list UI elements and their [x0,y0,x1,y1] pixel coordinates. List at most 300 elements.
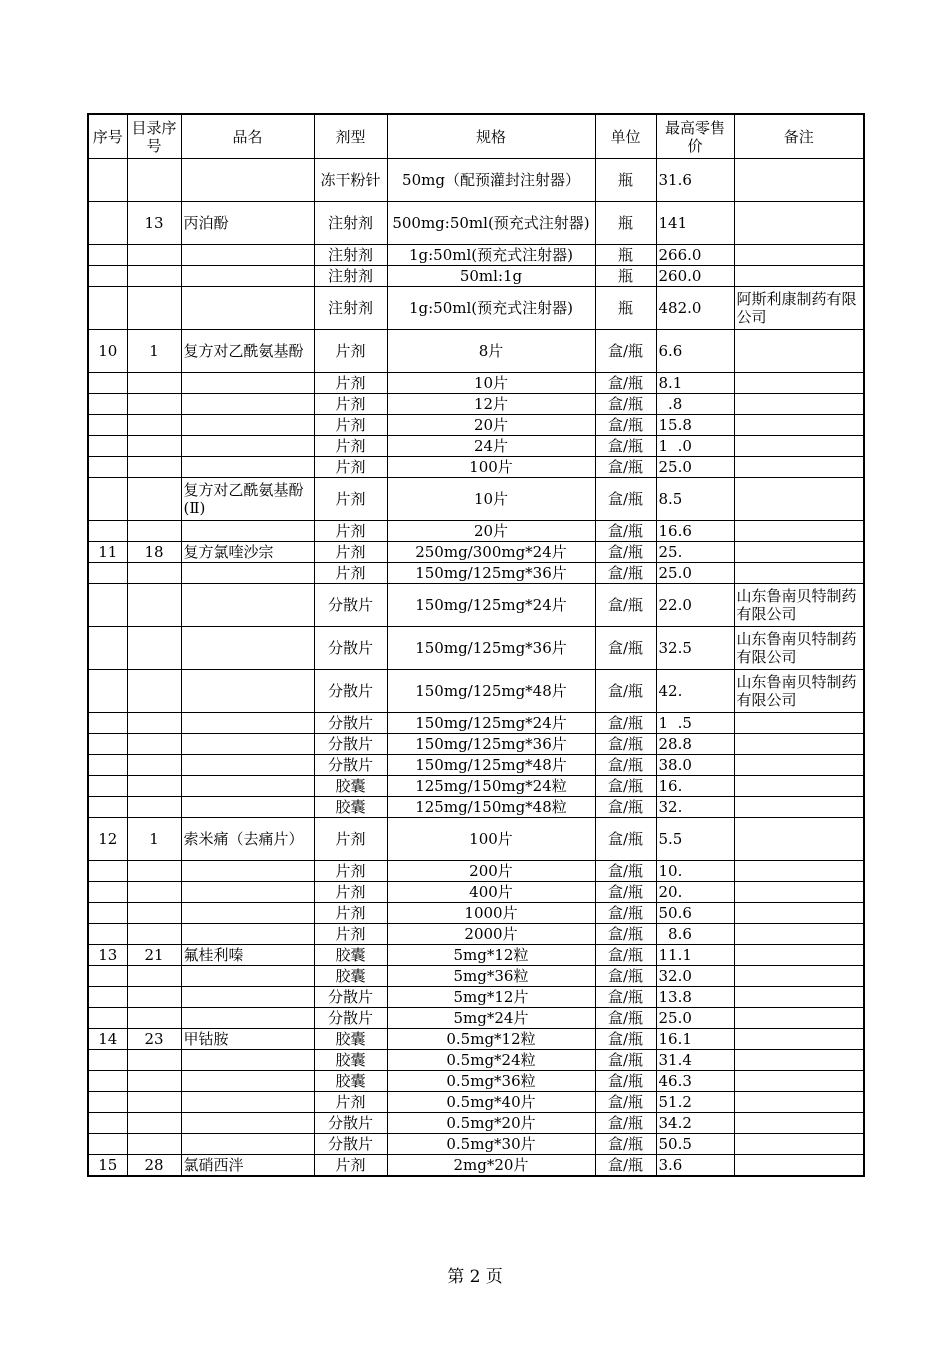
cell-catalog-seq: 18 [127,542,181,563]
cell-unit: 盒/瓶 [595,903,656,924]
cell-seq: 13 [88,945,127,966]
cell-catalog-seq [127,1050,181,1071]
table-row [88,287,864,330]
cell-unit: 盒/瓶 [595,713,656,734]
cell-seq [88,627,127,670]
cell-note [734,159,864,202]
cell-form: 分散片 [314,627,387,670]
cell-name: 氯硝西泮 [181,1155,314,1177]
table-row [88,1050,864,1071]
cell-unit: 盒/瓶 [595,1071,656,1092]
cell-catalog-seq [127,563,181,584]
cell-seq [88,861,127,882]
cell-spec: 5mg*24片 [387,1008,595,1029]
cell-catalog-seq [127,266,181,287]
table-header-row [88,114,864,159]
cell-name [181,1071,314,1092]
cell-note [734,861,864,882]
cell-price: 3.6 [656,1155,734,1177]
cell-seq [88,245,127,266]
cell-unit: 盒/瓶 [595,776,656,797]
cell-spec: 500mg:50ml(预充式注射器) [387,202,595,245]
cell-unit: 盒/瓶 [595,415,656,436]
cell-note [734,966,864,987]
cell-spec: 1g:50ml(预充式注射器) [387,287,595,330]
cell-note [734,818,864,861]
cell-price: 31.4 [656,1050,734,1071]
cell-unit: 盒/瓶 [595,373,656,394]
cell-catalog-seq [127,373,181,394]
cell-unit: 盒/瓶 [595,797,656,818]
cell-catalog-seq: 1 [127,330,181,373]
cell-seq [88,436,127,457]
cell-catalog-seq [127,521,181,542]
cell-name [181,713,314,734]
table-row [88,373,864,394]
cell-note [734,1113,864,1134]
cell-form: 分散片 [314,987,387,1008]
cell-spec: 5mg*12片 [387,987,595,1008]
cell-price: 32.0 [656,966,734,987]
table-row [88,776,864,797]
cell-seq [88,1008,127,1029]
cell-note [734,987,864,1008]
cell-form: 冻干粉针 [314,159,387,202]
cell-spec: 0.5mg*40片 [387,1092,595,1113]
cell-spec: 0.5mg*20片 [387,1113,595,1134]
cell-catalog-seq [127,1092,181,1113]
cell-seq [88,521,127,542]
cell-form: 片剂 [314,1092,387,1113]
cell-price: 13.8 [656,987,734,1008]
cell-name [181,287,314,330]
cell-catalog-seq [127,159,181,202]
cell-seq [88,1050,127,1071]
cell-spec: 2mg*20片 [387,1155,595,1177]
cell-price: 16. [656,776,734,797]
cell-seq [88,373,127,394]
cell-catalog-seq [127,1008,181,1029]
cell-note [734,797,864,818]
cell-unit: 瓶 [595,202,656,245]
cell-form: 胶囊 [314,966,387,987]
cell-spec: 100片 [387,457,595,478]
cell-name [181,1092,314,1113]
cell-spec: 150mg/125mg*48片 [387,755,595,776]
table-row [88,394,864,415]
cell-catalog-seq: 23 [127,1029,181,1050]
cell-seq [88,670,127,713]
cell-form: 胶囊 [314,776,387,797]
cell-catalog-seq [127,1113,181,1134]
cell-unit: 盒/瓶 [595,394,656,415]
cell-spec: 50mg（配预灌封注射器） [387,159,595,202]
table-row [88,755,864,776]
cell-price: 32.5 [656,627,734,670]
cell-price: 8.5 [656,478,734,521]
cell-seq [88,1113,127,1134]
table-row [88,861,864,882]
cell-price: 50.6 [656,903,734,924]
cell-unit: 盒/瓶 [595,627,656,670]
cell-name [181,776,314,797]
cell-unit: 盒/瓶 [595,1008,656,1029]
cell-spec: 2000片 [387,924,595,945]
cell-note [734,755,864,776]
cell-catalog-seq [127,670,181,713]
cell-seq: 12 [88,818,127,861]
cell-unit: 盒/瓶 [595,521,656,542]
cell-price: 260.0 [656,266,734,287]
cell-note: 山东鲁南贝特制药有限公司 [734,670,864,713]
cell-catalog-seq [127,436,181,457]
cell-note [734,713,864,734]
cell-price: 15.8 [656,415,734,436]
cell-note [734,1092,864,1113]
cell-form: 分散片 [314,734,387,755]
cell-name [181,584,314,627]
table-row [88,903,864,924]
cell-form: 片剂 [314,924,387,945]
cell-unit: 瓶 [595,159,656,202]
cell-seq [88,797,127,818]
cell-spec: 150mg/125mg*48片 [387,670,595,713]
cell-unit: 盒/瓶 [595,1029,656,1050]
cell-name [181,1008,314,1029]
cell-form: 分散片 [314,755,387,776]
cell-note [734,202,864,245]
cell-name [181,987,314,1008]
cell-spec: 20片 [387,415,595,436]
cell-catalog-seq [127,245,181,266]
cell-name [181,266,314,287]
cell-seq [88,287,127,330]
cell-name [181,903,314,924]
cell-seq [88,1092,127,1113]
cell-spec: 150mg/125mg*36片 [387,734,595,755]
cell-name: 丙泊酚 [181,202,314,245]
cell-name [181,436,314,457]
cell-spec: 50ml:1g [387,266,595,287]
cell-spec: 0.5mg*12粒 [387,1029,595,1050]
cell-seq [88,1134,127,1155]
cell-catalog-seq [127,924,181,945]
cell-spec: 8片 [387,330,595,373]
table-row [88,245,864,266]
drug-price-table [87,113,865,1177]
cell-unit: 盒/瓶 [595,987,656,1008]
cell-catalog-seq [127,287,181,330]
cell-form: 注射剂 [314,266,387,287]
cell-spec: 20片 [387,521,595,542]
table-row [88,1029,864,1050]
cell-unit: 盒/瓶 [595,1092,656,1113]
cell-catalog-seq [127,734,181,755]
cell-note: 阿斯利康制药有限公司 [734,287,864,330]
cell-name [181,861,314,882]
cell-catalog-seq [127,755,181,776]
cell-note [734,330,864,373]
cell-price: 25.0 [656,457,734,478]
cell-unit: 盒/瓶 [595,584,656,627]
cell-form: 片剂 [314,436,387,457]
cell-form: 胶囊 [314,797,387,818]
cell-price: 8.6 [656,924,734,945]
header-spec: 规格 [387,114,595,159]
table-row [88,584,864,627]
table-row [88,924,864,945]
cell-seq [88,266,127,287]
cell-unit: 盒/瓶 [595,1134,656,1155]
cell-note [734,903,864,924]
cell-price: 25. [656,542,734,563]
table-row [88,882,864,903]
page-number: 第 2 页 [447,1267,503,1287]
cell-price: 51.2 [656,1092,734,1113]
table-row [88,542,864,563]
cell-price: 50.5 [656,1134,734,1155]
cell-catalog-seq [127,394,181,415]
cell-unit: 盒/瓶 [595,734,656,755]
cell-catalog-seq [127,415,181,436]
cell-price: 25.0 [656,1008,734,1029]
cell-form: 胶囊 [314,1071,387,1092]
table-row [88,713,864,734]
table-row [88,159,864,202]
table-row [88,202,864,245]
table-row [88,1092,864,1113]
cell-name: 索米痛（去痛片） [181,818,314,861]
cell-name [181,1134,314,1155]
cell-seq [88,987,127,1008]
cell-form: 片剂 [314,457,387,478]
cell-price: 34.2 [656,1113,734,1134]
cell-catalog-seq [127,903,181,924]
cell-note [734,1134,864,1155]
table-row [88,436,864,457]
cell-name [181,734,314,755]
cell-name [181,966,314,987]
cell-form: 注射剂 [314,202,387,245]
cell-catalog-seq: 21 [127,945,181,966]
cell-form: 分散片 [314,584,387,627]
table-row [88,670,864,713]
cell-spec: 250mg/300mg*24片 [387,542,595,563]
cell-seq [88,415,127,436]
cell-name [181,159,314,202]
cell-price: 32. [656,797,734,818]
cell-form: 片剂 [314,882,387,903]
table-row [88,987,864,1008]
cell-note [734,924,864,945]
cell-price: 11.1 [656,945,734,966]
cell-form: 片剂 [314,1155,387,1177]
cell-price: 22.0 [656,584,734,627]
cell-price: 8.1 [656,373,734,394]
table-row [88,945,864,966]
cell-seq [88,478,127,521]
cell-price: 10. [656,861,734,882]
cell-note [734,882,864,903]
table-row [88,1155,864,1177]
table-row [88,521,864,542]
cell-name: 复方对乙酰氨基酚 [181,330,314,373]
cell-seq: 14 [88,1029,127,1050]
cell-note [734,1029,864,1050]
cell-spec: 10片 [387,478,595,521]
cell-catalog-seq: 13 [127,202,181,245]
cell-unit: 瓶 [595,287,656,330]
cell-catalog-seq [127,1071,181,1092]
cell-seq [88,755,127,776]
cell-form: 片剂 [314,563,387,584]
cell-unit: 盒/瓶 [595,478,656,521]
cell-seq [88,159,127,202]
cell-name [181,797,314,818]
cell-catalog-seq [127,478,181,521]
header-name: 品名 [181,114,314,159]
cell-note [734,457,864,478]
header-unit: 单位 [595,114,656,159]
cell-name [181,670,314,713]
cell-spec: 125mg/150mg*48粒 [387,797,595,818]
cell-unit: 盒/瓶 [595,563,656,584]
cell-form: 分散片 [314,713,387,734]
cell-price: 266.0 [656,245,734,266]
header-max-price: 最高零售价 [656,114,734,159]
cell-price: 38.0 [656,755,734,776]
table-row [88,1008,864,1029]
cell-name [181,1113,314,1134]
cell-form: 片剂 [314,478,387,521]
cell-spec: 10片 [387,373,595,394]
cell-seq [88,584,127,627]
cell-name: 氟桂利嗪 [181,945,314,966]
cell-seq: 11 [88,542,127,563]
header-seq: 序号 [88,114,127,159]
cell-name [181,755,314,776]
cell-catalog-seq [127,713,181,734]
cell-form: 分散片 [314,1008,387,1029]
table-row [88,627,864,670]
cell-spec: 150mg/125mg*24片 [387,713,595,734]
cell-note [734,1008,864,1029]
cell-spec: 1g:50ml(预充式注射器) [387,245,595,266]
cell-name [181,924,314,945]
cell-spec: 125mg/150mg*24粒 [387,776,595,797]
cell-name: 复方氯喹沙宗 [181,542,314,563]
cell-form: 分散片 [314,670,387,713]
cell-form: 片剂 [314,373,387,394]
cell-note: 山东鲁南贝特制药有限公司 [734,627,864,670]
cell-catalog-seq: 28 [127,1155,181,1177]
table-row [88,1113,864,1134]
cell-spec: 24片 [387,436,595,457]
cell-note [734,542,864,563]
cell-seq [88,924,127,945]
cell-name [181,415,314,436]
cell-unit: 瓶 [595,245,656,266]
cell-unit: 盒/瓶 [595,861,656,882]
cell-unit: 盒/瓶 [595,436,656,457]
cell-name [181,1050,314,1071]
cell-catalog-seq [127,627,181,670]
cell-catalog-seq [127,584,181,627]
cell-spec: 0.5mg*30片 [387,1134,595,1155]
cell-form: 注射剂 [314,245,387,266]
cell-price: 25.0 [656,563,734,584]
cell-form: 分散片 [314,1134,387,1155]
cell-note [734,776,864,797]
cell-price: 6.6 [656,330,734,373]
cell-note: 山东鲁南贝特制药有限公司 [734,584,864,627]
cell-name: 复方对乙酰氨基酚(Ⅱ) [181,478,314,521]
cell-seq [88,457,127,478]
cell-note [734,945,864,966]
cell-form: 片剂 [314,861,387,882]
cell-name [181,882,314,903]
cell-price: 46.3 [656,1071,734,1092]
cell-note [734,734,864,755]
cell-name [181,627,314,670]
cell-note [734,394,864,415]
cell-spec: 12片 [387,394,595,415]
cell-catalog-seq [127,987,181,1008]
cell-price: 482.0 [656,287,734,330]
cell-spec: 5mg*36粒 [387,966,595,987]
table-row [88,966,864,987]
cell-spec: 200片 [387,861,595,882]
cell-seq [88,202,127,245]
cell-note [734,1155,864,1177]
cell-name [181,394,314,415]
cell-price: 1 .0 [656,436,734,457]
cell-catalog-seq [127,882,181,903]
cell-spec: 150mg/125mg*36片 [387,563,595,584]
cell-spec: 100片 [387,818,595,861]
cell-form: 胶囊 [314,1029,387,1050]
cell-form: 片剂 [314,542,387,563]
cell-form: 片剂 [314,818,387,861]
cell-catalog-seq [127,1134,181,1155]
cell-unit: 盒/瓶 [595,924,656,945]
table-row [88,266,864,287]
cell-note [734,521,864,542]
cell-unit: 盒/瓶 [595,966,656,987]
header-note: 备注 [734,114,864,159]
cell-price: 20. [656,882,734,903]
cell-note [734,563,864,584]
cell-name: 甲钴胺 [181,1029,314,1050]
cell-price: 1 .5 [656,713,734,734]
table-row [88,415,864,436]
header-form: 剂型 [314,114,387,159]
cell-price: 16.1 [656,1029,734,1050]
cell-form: 胶囊 [314,1050,387,1071]
cell-price: 28.8 [656,734,734,755]
cell-seq: 10 [88,330,127,373]
cell-price: 5.5 [656,818,734,861]
cell-form: 分散片 [314,1113,387,1134]
table-row [88,797,864,818]
cell-spec: 1000片 [387,903,595,924]
cell-unit: 盒/瓶 [595,818,656,861]
cell-price: 42. [656,670,734,713]
cell-note [734,415,864,436]
cell-name [181,457,314,478]
cell-spec: 150mg/125mg*36片 [387,627,595,670]
table-row [88,1071,864,1092]
